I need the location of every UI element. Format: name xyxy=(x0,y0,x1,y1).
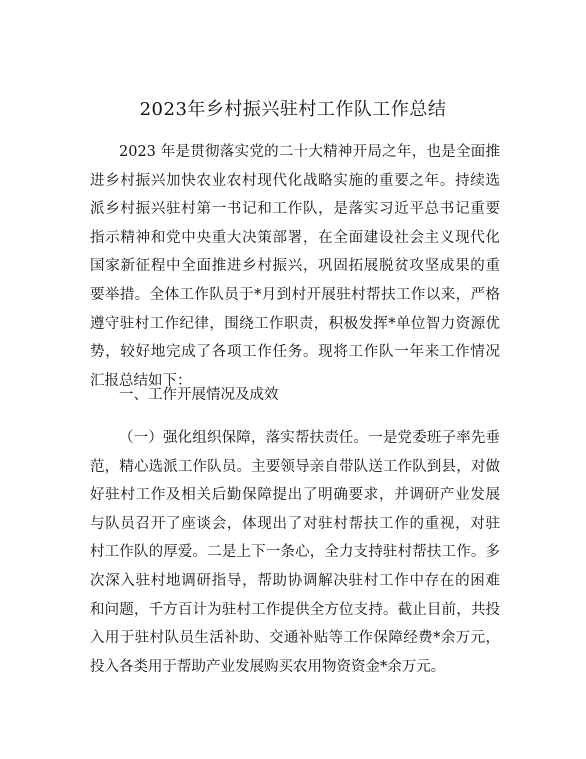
text-line: 要举措。全体工作队员于*月到村开展驻村帮扶工作以来，严格 xyxy=(90,286,500,303)
text-line: 好驻村工作及相关后勤保障提出了明确要求，并调研产业发展 xyxy=(90,487,500,504)
text-line: 派乡村振兴驻村第一书记和工作队，是落实习近平总书记重要 xyxy=(90,201,500,218)
text-line: 和问题，千方百计为驻村工作提供全方位支持。截止目前，共投 xyxy=(90,601,500,618)
text-line: 指示精神和党中央重大决策部署，在全面建设社会主义现代化 xyxy=(90,229,500,246)
text-line: （一）强化组织保障，落实帮扶责任。一是党委班子率先垂 xyxy=(119,430,500,446)
text-line: 汇报总结如下： xyxy=(90,372,192,389)
text-line: 国家新征程中全面推进乡村振兴，巩固拓展脱贫攻坚成果的重 xyxy=(90,258,500,275)
section-heading xyxy=(90,381,500,410)
text-line: 投入各类用于帮助产业发展购买农用物资资金*余万元。 xyxy=(90,658,446,675)
document-title: 2023年乡村振兴驻村工作队工作总结 xyxy=(139,99,447,120)
text-line: 遵守驻村工作纪律，围绕工作职责，积极发挥*单位智力资源优 xyxy=(90,315,500,332)
section-heading-text: 一、工作开展情况及成效 xyxy=(119,387,279,403)
intro-paragraph xyxy=(90,138,500,395)
text-line: 次深入驻村地调研指导，帮助协调解决驻村工作中存在的困难 xyxy=(90,572,500,589)
text-line: 2023 年是贯彻落实党的二十大精神开局之年，也是全面推 xyxy=(119,144,500,160)
text-line: 范，精心选派工作队员。主要领导亲自带队送工作队到县，对做 xyxy=(90,458,500,475)
text-line: 进乡村振兴加快农业农村现代化战略实施的重要之年。持续选 xyxy=(90,172,500,189)
section-paragraph xyxy=(90,424,500,681)
text-line: 与队员召开了座谈会，体现出了对驻村帮扶工作的重视，对驻 xyxy=(90,515,500,532)
text-line: 势，较好地完成了各项工作任务。现将工作队一年来工作情况 xyxy=(90,344,500,361)
text-line: 村工作队的厚爱。二是上下一条心，全力支持驻村帮扶工作。多 xyxy=(90,544,500,561)
text-line: 入用于驻村队员生活补助、交通补贴等工作保障经费*余万元， xyxy=(90,630,500,647)
